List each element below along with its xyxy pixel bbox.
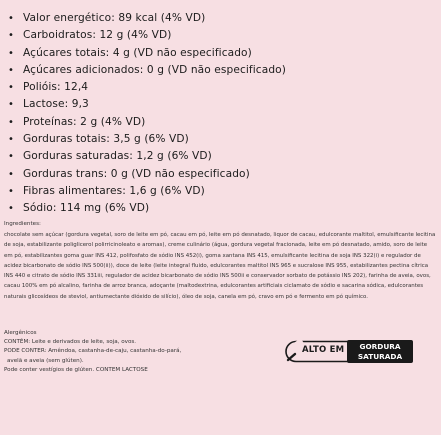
nutrition-item: [8, 62, 433, 79]
warning-box: [347, 340, 413, 363]
nutrition-list: [8, 10, 433, 218]
allergen-title: Alergênicos: [4, 330, 37, 336]
bullet: •: [8, 151, 14, 163]
nutrition-item: [8, 131, 433, 148]
nutrition-item: [8, 96, 433, 113]
nutrition-item: [8, 183, 433, 200]
nutrition-item: [8, 200, 433, 217]
nutrition-item-label: Sódio: 114 mg (6% VD): [23, 202, 150, 215]
nutrition-item: [8, 79, 433, 96]
nutrition-item-label: Açúcares adicionados: 0 g (VD não especificado): [23, 63, 286, 76]
nutrition-item-label: Carboidratos: 12 g (4% VD): [23, 29, 172, 42]
nutrition-item: [8, 166, 433, 183]
nutrition-item-label: Fibras alimentares: 1,6 g (6% VD): [23, 184, 205, 197]
allergen-block: [4, 329, 229, 375]
front-warning-seal: [285, 340, 413, 363]
nutrition-item-label: Gorduras saturadas: 1,2 g (6% VD): [23, 150, 212, 163]
bullet: •: [8, 64, 14, 76]
nutrition-item-label: Lactose: 9,3: [23, 98, 89, 111]
nutrition-item-label: Gorduras trans: 0 g (VD não especificado): [23, 167, 250, 180]
allergen-may-contain-cont: avelã e aveia (sem glúten).: [7, 357, 84, 364]
bullet: •: [8, 116, 14, 128]
bullet: •: [8, 13, 14, 24]
bullet: •: [8, 203, 14, 215]
nutrition-item: [8, 27, 433, 44]
bullet: •: [8, 168, 14, 180]
ingredients-text: chocolate sem açúcar (gordura vegetal, soro de leite em pó, cacau em pó, leite em pó desnatado, liquor de cacau, edulcorante maltitol, emulsificante lecitina de soja, estabilizante poliglicerol polirricinoleato e aromas), creme culinário (água, gordura vegetal fracionada, leite em pó desnatado, amido, soro de leite em pó, estabilizantes goma guar INS 412, polifosfato de sódio INS 452(i), goma xantana INS 415, emulsificante lecitina de soja INS 322(i) e regulador de acidez bicarbonato de sódio INS 500(ii)), doce de leite (leite integral fluido, edulcorantes maltitol INS 965 e sucralose INS 955, estabilizantes pectina cítrica INS 440 e citrato de sódio INS 331iii, regulador de acidez bicarbonato de sódio INS 500ii e conservador sorbato de potássio INS 202), farinha de aveia, ovos, cacau 100% em pó alcalino, farinha de arroz branca, adoçante (maltodextrina, edulcorantes artificiais ciclamato de sódio e sacarina sódica, edulcorantes naturais glicosídeos de steviol, antiumectante dióxido de silício), óleo de soja, canela em pó, cravo em pó e fermento em pó químico.: [4, 232, 436, 300]
nutrition-item-label: Proteínas: 2 g (4% VD): [23, 115, 146, 128]
bullet: •: [8, 47, 14, 59]
nutrition-item: [8, 45, 433, 62]
bullet: •: [8, 134, 14, 146]
warning-label: ALTO EM: [302, 345, 345, 355]
nutrition-item: [8, 114, 433, 131]
nutrition-item: [8, 10, 433, 27]
allergen-gluten-note: Pode conter vestígios de glúten. CONTEM LACTOSE: [4, 366, 148, 373]
warning-box-line1: GORDURA: [359, 341, 401, 351]
nutrition-item: [8, 148, 433, 165]
bullet: •: [8, 99, 14, 111]
warning-box-line2: SATURADA: [357, 351, 403, 361]
nutrition-item-label: Gorduras totais: 3,5 g (6% VD): [23, 133, 189, 146]
allergen-contains: CONTÉM: Leite e derivados de leite, soja, ovos.: [4, 339, 137, 346]
nutrition-item-label: Açúcares totais: 4 g (VD não especificado): [23, 46, 252, 59]
bullet: •: [8, 30, 14, 42]
nutrition-item-label: Valor energético: 89 kcal (4% VD): [23, 12, 206, 24]
ingredients-title: Ingredientes:: [4, 221, 41, 227]
allergen-may-contain: PODE CONTER: Amêndoa, castanha-de-caju, castanha-do-pará,: [4, 348, 182, 355]
bullet: •: [8, 185, 14, 197]
bullet: •: [8, 82, 14, 94]
nutrition-item-label: Polióis: 12,4: [23, 81, 89, 94]
